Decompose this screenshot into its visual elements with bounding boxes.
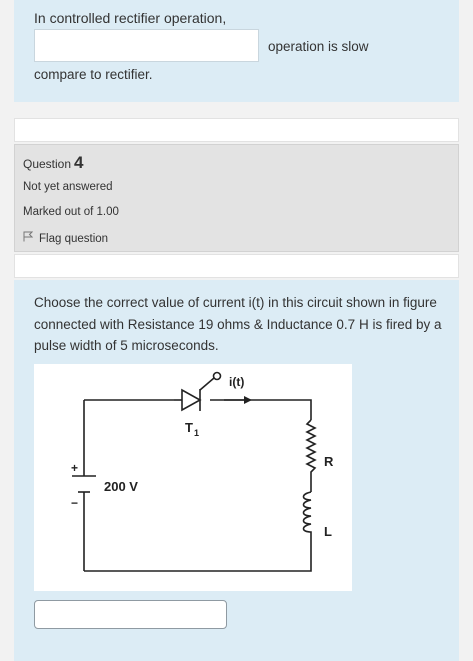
resistor-label: R: [324, 454, 334, 469]
question-marks: Marked out of 1.00: [23, 206, 119, 218]
circuit-diagram: [34, 364, 352, 591]
thyristor-body: [182, 390, 200, 410]
divider-strip: [14, 118, 459, 142]
question-card: [14, 280, 459, 661]
flag-question-label: Flag question: [39, 233, 109, 245]
circuit-figure: [34, 364, 352, 591]
prev-question-text-after: operation is slow: [268, 39, 369, 54]
prev-question-text: In controlled rectifier operation,: [34, 10, 227, 26]
thyristor-subscript: 1: [194, 428, 200, 438]
resistor: [307, 420, 315, 492]
wire-bottom: [84, 542, 311, 571]
question-info-box: [14, 144, 459, 252]
inductor-label: L: [324, 524, 332, 539]
inductor: [304, 492, 312, 542]
wire-top-right: [210, 400, 311, 420]
question-label: Question: [23, 157, 72, 171]
source-voltage-label: 200 V: [104, 479, 138, 494]
thyristor-gate: [200, 378, 214, 390]
answer-input[interactable]: [34, 600, 227, 629]
gate-terminal: [214, 373, 221, 380]
question-number-value: 4: [74, 153, 84, 172]
flag-icon: [23, 231, 35, 245]
current-label: i(t): [229, 375, 245, 389]
question-text: Choose the correct value of current i(t) in this circuit shown in figure connected with Resistance 19 ohms & Inductance 0.7 H is fired by a pulse width of 5 microseconds.: [34, 295, 442, 353]
answer-status: Not yet answered: [23, 181, 113, 193]
thyristor-label: T: [185, 420, 193, 435]
divider-strip-2: [14, 254, 459, 278]
prev-question-text-line2: compare to rectifier.: [34, 67, 153, 82]
flag-question-link[interactable]: [23, 231, 108, 245]
source-plus: +: [71, 461, 79, 475]
prev-answer-blank[interactable]: [34, 29, 259, 62]
current-arrowhead: [244, 396, 252, 404]
source-minus: −: [71, 496, 79, 510]
question-number: [23, 153, 84, 173]
